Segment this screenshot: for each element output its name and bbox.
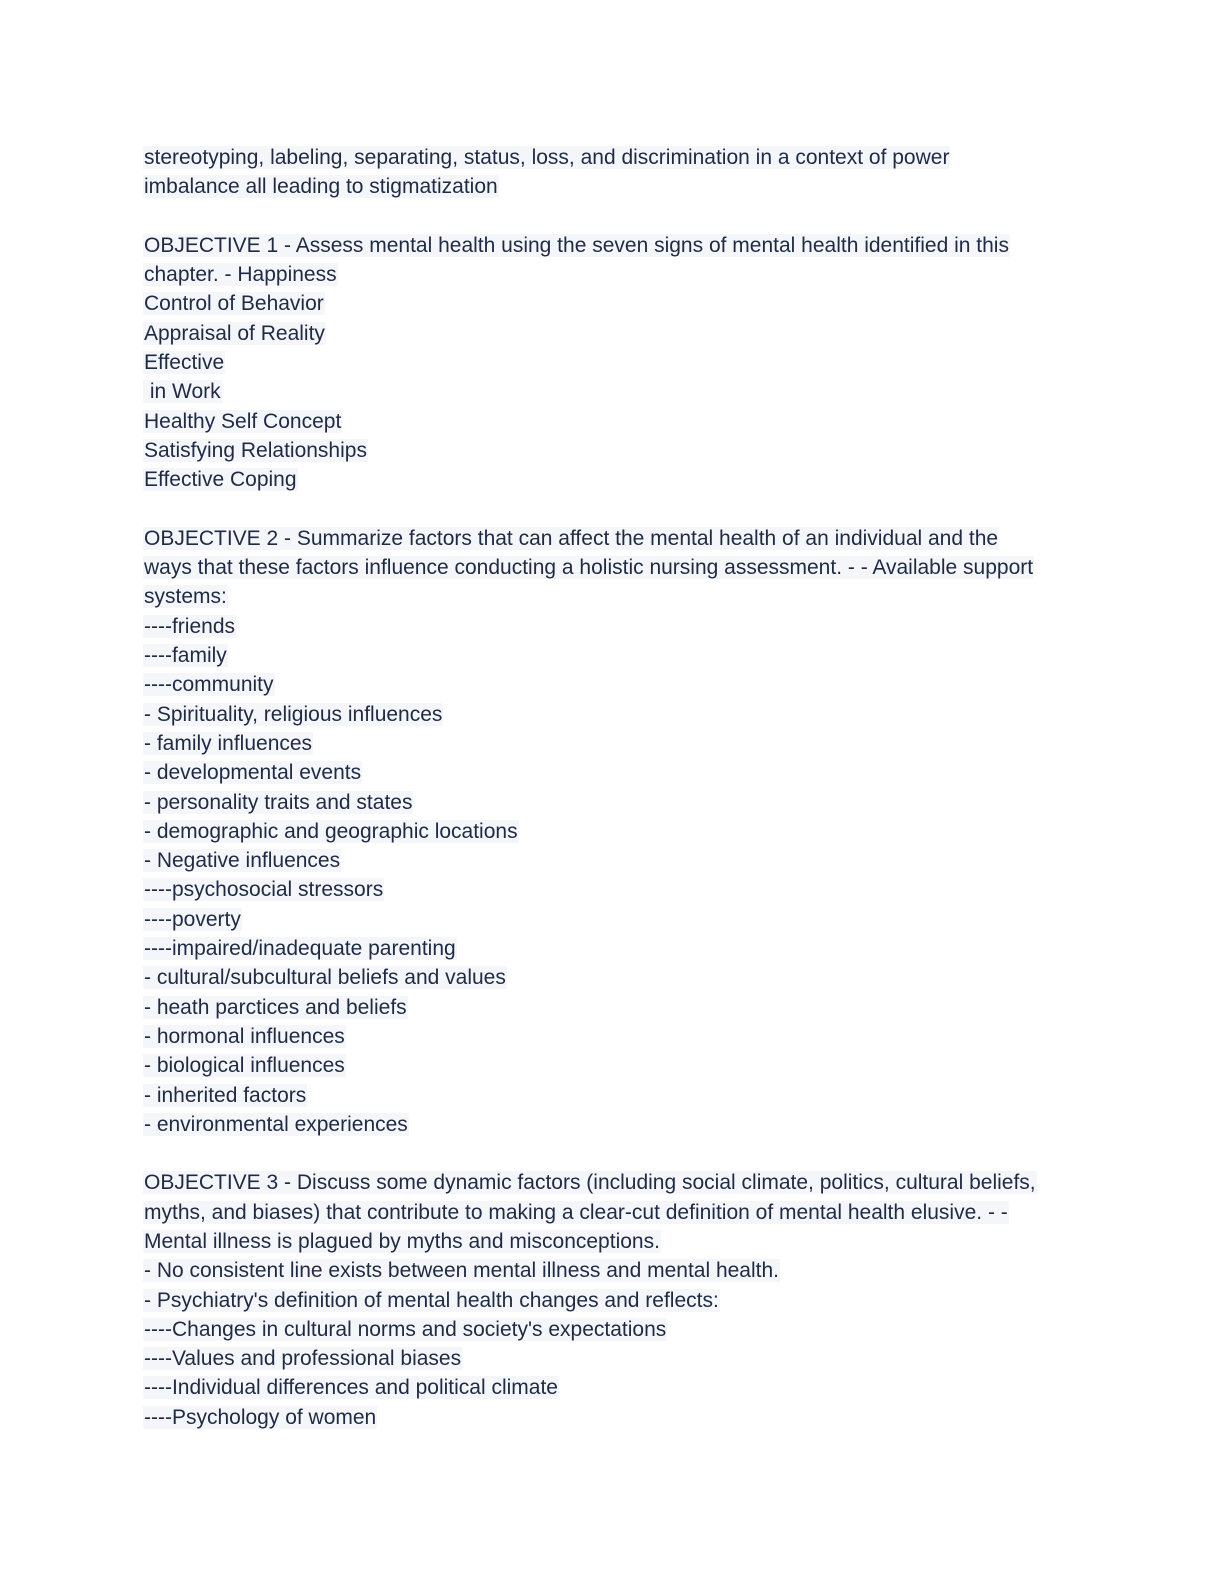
list-item: Appraisal of Reality [144,321,325,345]
list-item: - Psychiatry's definition of mental health changes and reflects: [144,1288,719,1312]
list-item: ----friends [144,614,236,638]
list-item: - No consistent line exists between mental illness and mental health. [144,1259,780,1283]
text-line: myths, and biases) that contribute to making a clear-cut definition of mental health elusive. - - [144,1200,1008,1224]
stigma-paragraph [143,143,1083,202]
list-item: - environmental experiences [144,1112,408,1136]
list-item: Control of Behavior [144,292,324,316]
objective-2-section [143,524,1083,1139]
list-item: ----impaired/inadequate parenting [144,937,456,961]
list-item: in Work [144,380,221,404]
list-item: Effective [144,351,225,375]
list-item: - family influences [144,731,313,755]
objective-3-section [143,1168,1083,1432]
list-item: Satisfying Relationships [144,438,367,462]
objective-1-section [143,231,1083,495]
text-line: ways that these factors influence conducting a holistic nursing assessment. - - Available support [144,556,1034,580]
list-item: ----family [144,644,227,668]
list-item: ----Individual differences and political climate [144,1376,558,1400]
objective-heading: OBJECTIVE 2 - Summarize factors that can affect the mental health of an individual and the [144,526,999,550]
list-item: Healthy Self Concept [144,409,342,433]
list-item: - personality traits and states [144,790,413,814]
text-line: systems: [144,585,227,609]
list-item: - Spirituality, religious influences [144,702,443,726]
list-item: ----community [144,673,274,697]
list-item: ----Psychology of women [144,1405,377,1429]
text-line: imbalance all leading to stigmatization [144,175,498,199]
list-item: - heath parctices and beliefs [144,995,407,1019]
document-page [143,143,1083,1461]
list-item: - inherited factors [144,1083,307,1107]
list-item: - demographic and geographic locations [144,819,518,843]
list-item: - developmental events [144,761,362,785]
text-line: stereotyping, labeling, separating, status, loss, and discrimination in a context of power [144,146,950,169]
list-item: Effective Coping [144,468,297,492]
text-line: chapter. - Happiness [144,263,337,287]
list-item: - hormonal influences [144,1024,345,1048]
list-item: - Negative influences [144,849,341,873]
objective-heading: OBJECTIVE 3 - Discuss some dynamic factors (including social climate, politics, cultural beliefs, [144,1171,1036,1195]
list-item: - biological influences [144,1054,345,1078]
text-line: Mental illness is plagued by myths and misconceptions. [144,1229,660,1253]
objective-heading: OBJECTIVE 1 - Assess mental health using the seven signs of mental health identified in this [144,233,1009,257]
list-item: ----poverty [144,907,241,931]
list-item: ----Values and professional biases [144,1347,462,1371]
list-item: - cultural/subcultural beliefs and values [144,966,506,990]
list-item: ----psychosocial stressors [144,878,384,902]
list-item: ----Changes in cultural norms and society's expectations [144,1317,667,1341]
